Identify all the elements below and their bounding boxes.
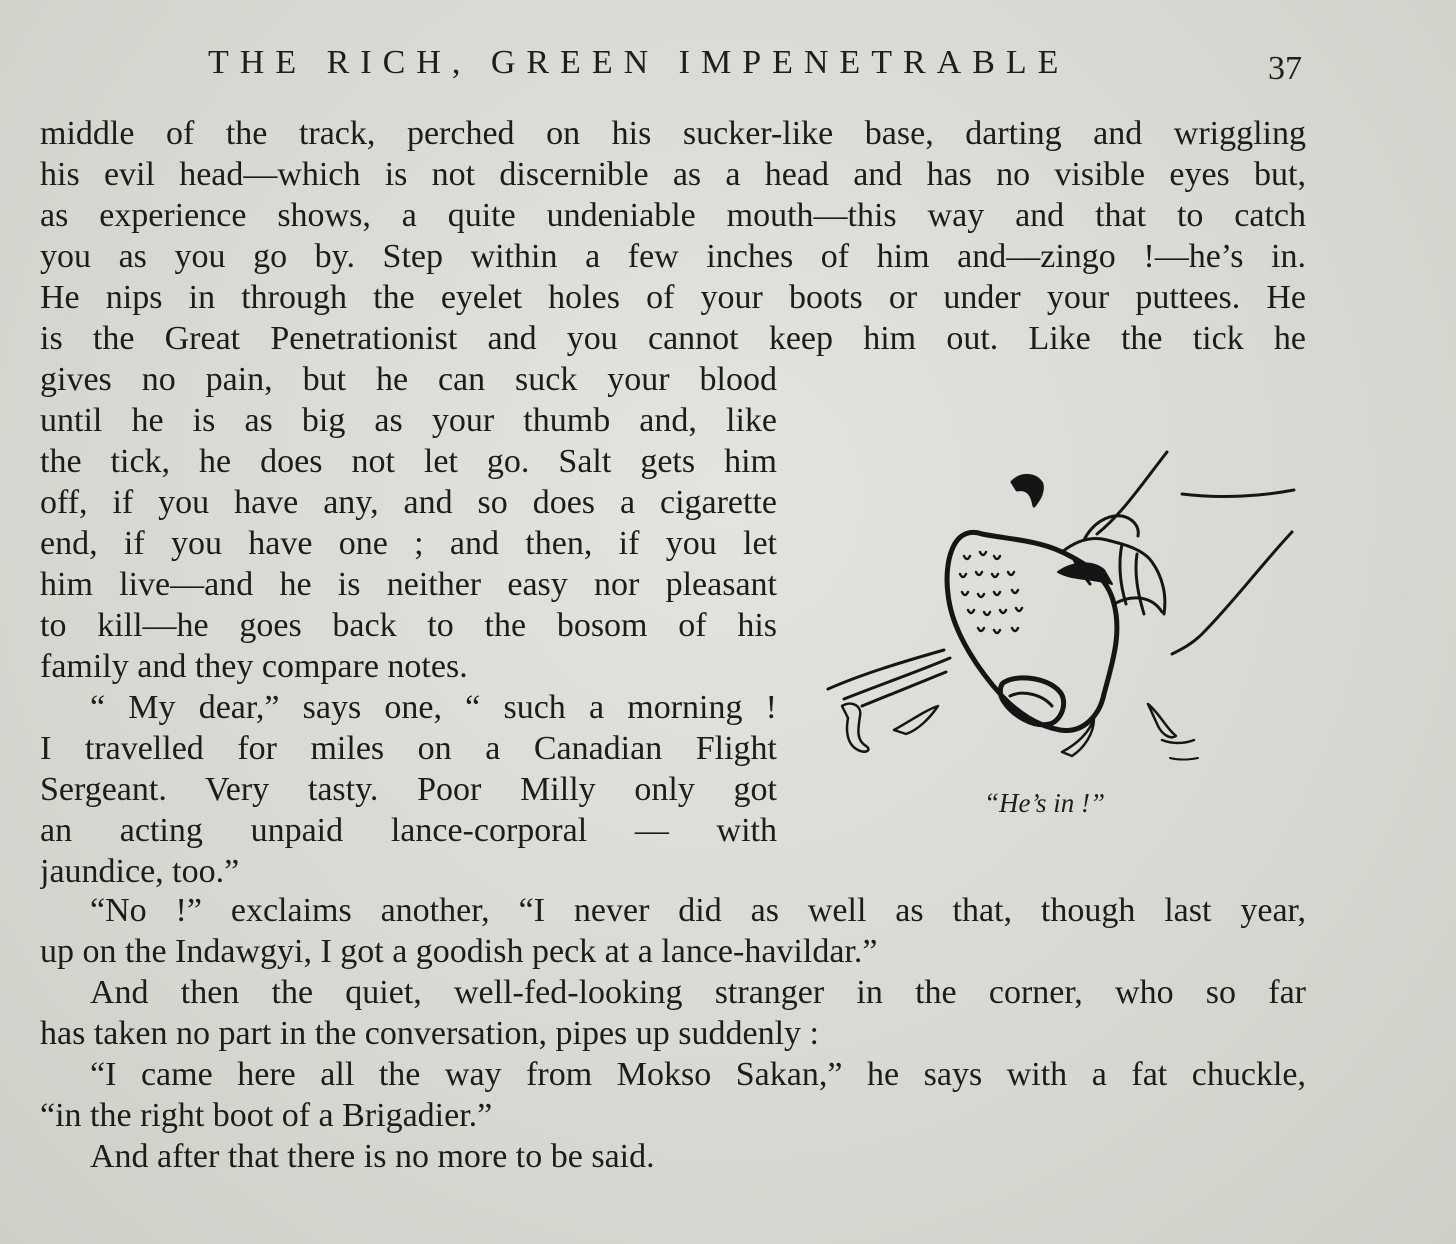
text-line: “No !” exclaims another, “I never did as well as that, though last year, <box>90 892 1306 929</box>
boot-sole-leech-icon <box>822 444 1306 774</box>
illustration-caption: “He’s in !” <box>984 788 1106 818</box>
text-line: Sergeant. Very tasty. Poor Milly only got <box>40 771 777 808</box>
text-line: you as you go by. Step within a few inches of him and—zingo !—he’s in. <box>40 238 1306 275</box>
text-line: up on the Indawgyi, I got a goodish peck at a lance-havildar.” <box>40 933 878 970</box>
text-line: an acting unpaid lance-corporal — with <box>40 812 777 849</box>
text-line: I travelled for miles on a Canadian Flight <box>40 730 777 767</box>
text-line: “in the right boot of a Brigadier.” <box>40 1097 493 1134</box>
text-line: his evil head—which is not discernible as a head and has no visible eyes but, <box>40 156 1306 193</box>
text-line: as experience shows, a quite undeniable mouth—this way and that to catch <box>40 197 1306 234</box>
text-line: middle of the track, perched on his sucker-like base, darting and wriggling <box>40 115 1306 152</box>
text-line: is the Great Penetrationist and you cannot keep him out. Like the tick he <box>40 320 1306 357</box>
text-line: has taken no part in the conversation, pipes up suddenly : <box>40 1015 819 1052</box>
text-line: “ My dear,” says one, “ such a morning ! <box>90 689 777 726</box>
text-line: And then the quiet, well-fed-looking stranger in the corner, who so far <box>90 974 1306 1011</box>
text-line: He nips in through the eyelet holes of your boots or under your puttees. He <box>40 279 1306 316</box>
text-line: him live—and he is neither easy nor pleasant <box>40 566 777 603</box>
text-line: “I came here all the way from Mokso Sakan,” he says with a fat chuckle, <box>90 1056 1306 1093</box>
page-header <box>0 44 1456 94</box>
text-line: family and they compare notes. <box>40 648 468 685</box>
running-head: THE RICH, GREEN IMPENETRABLE <box>208 44 1070 81</box>
text-line: the tick, he does not let go. Salt gets him <box>40 443 777 480</box>
text-line: off, if you have any, and so does a cigarette <box>40 484 777 521</box>
text-line: to kill—he goes back to the bosom of his <box>40 607 777 644</box>
text-line: gives no pain, but he can suck your blood <box>40 361 777 398</box>
text-line: jaundice, too.” <box>40 853 240 890</box>
text-line: until he is as big as your thumb and, like <box>40 402 777 439</box>
text-line: end, if you have one ; and then, if you let <box>40 525 777 562</box>
text-line: And after that there is no more to be said. <box>90 1138 655 1175</box>
page-number: 37 <box>1268 50 1302 87</box>
